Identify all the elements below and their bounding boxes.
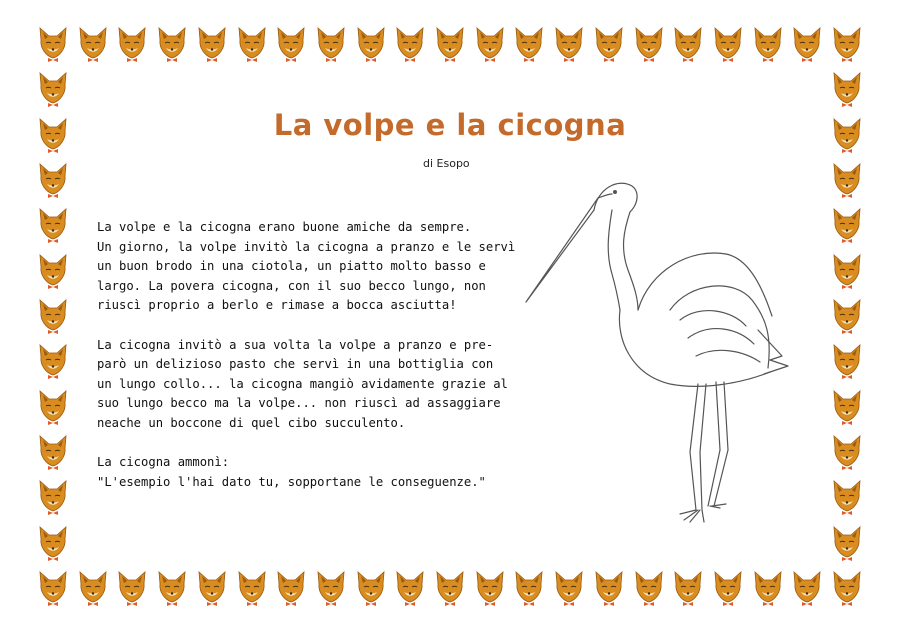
fox-face-icon [78, 26, 108, 62]
fox-face-icon [157, 26, 187, 62]
fox-face-icon [316, 26, 346, 62]
fox-face-icon [832, 570, 862, 606]
fox-face-icon [832, 253, 862, 289]
fox-face-icon [713, 570, 743, 606]
text-line: un buon brodo in una ciotola, un piatto molto basso e [97, 259, 486, 274]
fox-face-icon [673, 570, 703, 606]
fox-face-icon [38, 389, 68, 425]
fox-face-icon [832, 434, 862, 470]
fox-face-icon [356, 26, 386, 62]
text-line: parò un delizioso pasto che servì in una bottiglia con [97, 357, 494, 372]
fox-face-icon [38, 343, 68, 379]
fox-face-icon [356, 570, 386, 606]
fox-face-icon [38, 162, 68, 198]
fox-face-icon [38, 298, 68, 334]
fox-face-icon [38, 253, 68, 289]
fox-face-icon [753, 570, 783, 606]
text-line: Un giorno, la volpe invitò la cicogna a pranzo e le servì [97, 239, 516, 254]
fox-face-icon [832, 298, 862, 334]
fox-face-icon [634, 570, 664, 606]
fox-face-icon [38, 525, 68, 561]
fox-face-icon [594, 26, 624, 62]
fox-face-icon [475, 26, 505, 62]
fox-face-icon [276, 570, 306, 606]
text-line: La volpe e la cicogna erano buone amiche da sempre. [97, 220, 472, 234]
fox-face-icon [395, 570, 425, 606]
text-line: suo lungo becco ma la volpe... non riuscì ad assaggiare [97, 396, 501, 411]
fox-face-icon [38, 479, 68, 515]
fox-face-icon [435, 26, 465, 62]
fox-face-icon [832, 26, 862, 62]
fox-face-icon [237, 26, 267, 62]
stork-illustration [520, 170, 800, 530]
fox-face-icon [832, 207, 862, 243]
fox-face-icon [38, 26, 68, 62]
fox-face-icon [157, 570, 187, 606]
text-line: La cicogna invitò a sua volta la volpe a pranzo e pre- [97, 337, 494, 352]
text-line: La cicogna ammonì: [97, 455, 230, 470]
fox-face-icon [117, 26, 147, 62]
story-title: La volpe e la cicogna [273, 108, 627, 142]
fox-face-icon [594, 570, 624, 606]
fox-face-icon [832, 389, 862, 425]
paragraph-1 [97, 218, 516, 316]
story-author: di Esopo [423, 157, 470, 170]
fox-face-icon [554, 26, 584, 62]
fox-face-icon [78, 570, 108, 606]
text-line: riuscì proprio a berlo e rimase a bocca asciutta! [97, 298, 457, 313]
fox-face-icon [832, 479, 862, 515]
fox-face-icon [197, 26, 227, 62]
fox-face-icon [38, 434, 68, 470]
fox-face-icon [832, 525, 862, 561]
text-line: un lungo collo... la cicogna mangiò avidamente grazie al [97, 376, 508, 391]
fox-face-icon [634, 26, 664, 62]
fox-face-icon [197, 570, 227, 606]
fox-face-icon [554, 570, 584, 606]
text-line: neache un boccone di quel cibo succulento. [97, 415, 406, 430]
paragraph-2 [97, 336, 508, 434]
fox-face-icon [832, 343, 862, 379]
fox-face-icon [38, 570, 68, 606]
fox-face-icon [38, 71, 68, 107]
paragraph-3 [97, 453, 487, 492]
fox-face-icon [237, 570, 267, 606]
fox-face-icon [395, 26, 425, 62]
fox-face-icon [276, 26, 306, 62]
fox-face-icon [316, 570, 346, 606]
fox-face-icon [792, 26, 822, 62]
fox-face-icon [832, 71, 862, 107]
fox-face-icon [514, 570, 544, 606]
fox-face-icon [117, 570, 147, 606]
fox-face-icon [713, 26, 743, 62]
fox-face-icon [673, 26, 703, 62]
fox-face-icon [832, 162, 862, 198]
fox-face-icon [435, 570, 465, 606]
story-text [97, 218, 516, 512]
fox-face-icon [514, 26, 544, 62]
text-line: largo. La povera cicogna, con il suo becco lungo, non [97, 278, 486, 293]
fox-face-icon [38, 207, 68, 243]
fox-face-icon [753, 26, 783, 62]
fox-face-icon [475, 570, 505, 606]
fox-face-icon [792, 570, 822, 606]
text-line: "L'esempio l'hai dato tu, sopportane le conseguenze." [97, 474, 486, 489]
